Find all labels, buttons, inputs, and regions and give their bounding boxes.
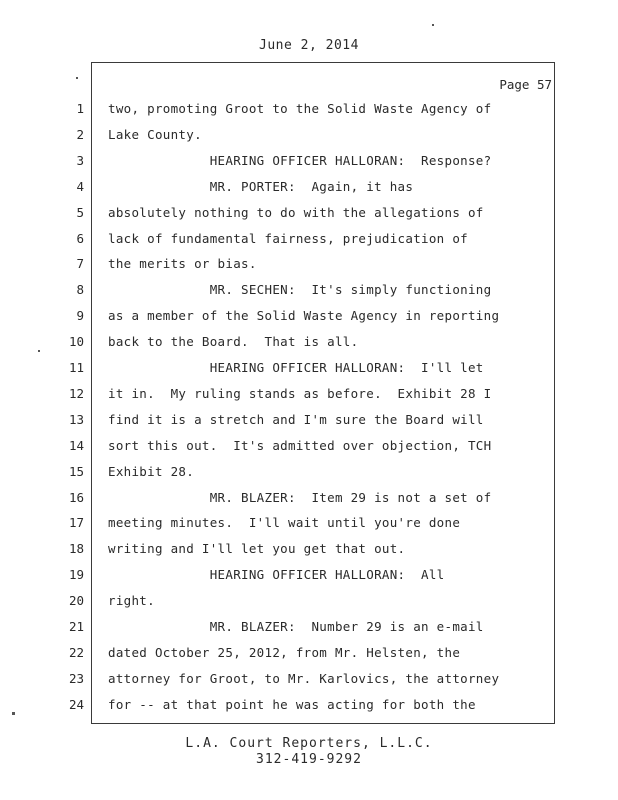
line-number: 4 <box>76 178 84 194</box>
line-number: 17 <box>68 515 84 531</box>
page-number: Page 57 <box>499 77 552 92</box>
line-number: 22 <box>68 644 84 660</box>
scan-speck <box>12 712 15 715</box>
transcript-line: it in. My ruling stands as before. Exhibit 28 I <box>108 385 492 401</box>
line-number: 11 <box>68 360 84 375</box>
transcript-date: June 2, 2014 <box>259 38 359 53</box>
transcript-line: meeting minutes. I'll wait until you're done <box>108 515 461 531</box>
transcript-line: MR. SECHEN: It's simply functioning <box>108 282 492 298</box>
line-number: 6 <box>76 230 84 246</box>
transcript-line: sort this out. It's admitted over objection, TCH <box>108 437 492 453</box>
line-number: 7 <box>76 256 84 272</box>
transcript-line: MR. PORTER: Again, it has <box>108 178 414 194</box>
line-number: 18 <box>68 541 84 557</box>
line-number: 8 <box>76 282 84 298</box>
transcript-line: right. <box>108 593 155 609</box>
line-number: 14 <box>68 437 84 453</box>
transcript-line: find it is a stretch and I'm sure the Board will <box>108 411 484 427</box>
line-number: 13 <box>68 411 84 427</box>
line-number: 1 <box>76 101 84 116</box>
transcript-line: MR. BLAZER: Item 29 is not a set of <box>108 489 492 505</box>
line-number: 9 <box>76 308 84 324</box>
scan-speck <box>76 77 78 79</box>
transcript-line: HEARING OFFICER HALLORAN: Response? <box>108 152 492 168</box>
line-number: 19 <box>68 567 84 583</box>
transcript-line: as a member of the Solid Waste Agency in reporting <box>108 308 500 324</box>
line-number: 5 <box>76 204 84 220</box>
transcript-line: absolutely nothing to do with the allegations of <box>108 204 484 220</box>
transcript-line: attorney for Groot, to Mr. Karlovics, the attorney <box>108 670 500 686</box>
transcript-line: HEARING OFFICER HALLORAN: I'll let <box>108 360 484 375</box>
transcript-line: for -- at that point he was acting for both the <box>108 696 476 712</box>
line-number: 23 <box>68 670 84 686</box>
transcript-line: MR. BLAZER: Number 29 is an e-mail <box>108 619 484 634</box>
line-number: 16 <box>68 489 84 505</box>
transcript-line: Lake County. <box>108 126 202 142</box>
transcript-line: two, promoting Groot to the Solid Waste Agency of <box>108 101 492 116</box>
line-number: 15 <box>68 463 84 479</box>
footer-company: L.A. Court Reporters, L.L.C. <box>185 736 433 751</box>
line-number: 12 <box>68 385 84 401</box>
scan-speck <box>432 24 434 26</box>
transcript-line: HEARING OFFICER HALLORAN: All <box>108 567 445 583</box>
transcript-line: lack of fundamental fairness, prejudication of <box>108 230 468 246</box>
line-number: 10 <box>68 334 84 350</box>
line-number: 21 <box>68 619 84 634</box>
scan-speck <box>38 350 40 352</box>
transcript-line: the merits or bias. <box>108 256 257 272</box>
transcript-line: writing and I'll let you get that out. <box>108 541 406 557</box>
transcript-line: back to the Board. That is all. <box>108 334 359 350</box>
transcript-line: Exhibit 28. <box>108 463 195 479</box>
line-number: 24 <box>68 696 84 712</box>
footer-phone: 312-419-9292 <box>256 752 362 767</box>
transcript-line: dated October 25, 2012, from Mr. Helsten, the <box>108 644 461 660</box>
line-number: 2 <box>76 126 84 142</box>
line-number: 20 <box>68 593 84 609</box>
line-number: 3 <box>76 152 84 168</box>
